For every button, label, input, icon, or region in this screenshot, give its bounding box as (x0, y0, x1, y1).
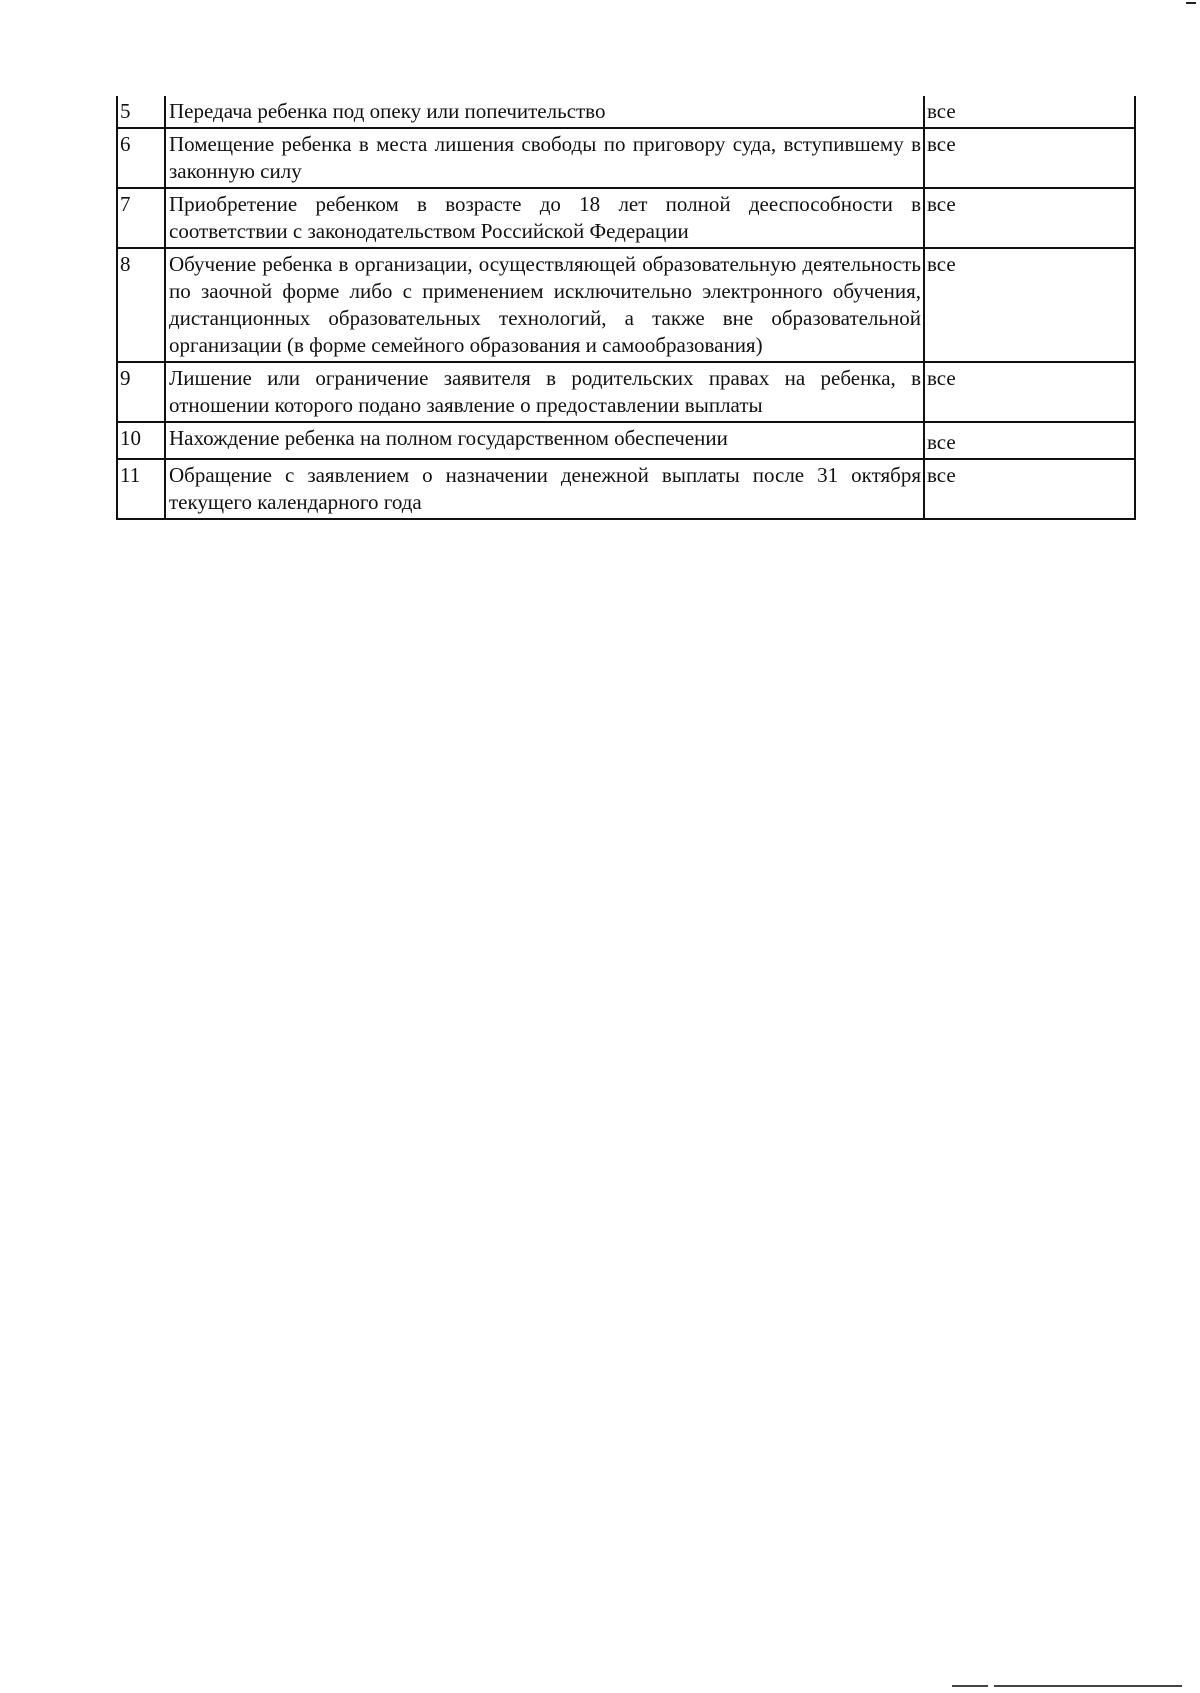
row-number: 11 (117, 459, 165, 519)
table-row (117, 96, 1135, 128)
row-description: Обращение с заявлением о назначении денежной выплаты после 31 октября текущего календарного года (165, 459, 924, 519)
table-row (117, 188, 1135, 248)
table-row (117, 422, 1135, 459)
row-description: Передача ребенка под опеку или попечительство (165, 96, 924, 128)
row-number: 8 (117, 248, 165, 362)
table-row (117, 362, 1135, 422)
row-applies-to: все (924, 362, 1135, 422)
table-row (117, 248, 1135, 362)
row-number: 6 (117, 128, 165, 188)
row-applies-to (924, 422, 1135, 459)
table-row (117, 459, 1135, 519)
row-applies-to-text: все (927, 430, 956, 454)
row-number: 5 (117, 96, 165, 128)
row-description: Обучение ребенка в организации, осуществляющей образовательную деятельность по заочной форме либо с применением исключительно электронного обучения, дистанционных образовательных технологий, а также вне образовательной организации (в форме семейного образования и самообразования) (165, 248, 924, 362)
row-applies-to: все (924, 248, 1135, 362)
row-description: Лишение или ограничение заявителя в родительских правах на ребенка, в отношении которого подано заявление о предоставлении выплаты (165, 362, 924, 422)
grounds-table (116, 96, 1136, 520)
row-description: Приобретение ребенком в возрасте до 18 лет полной дееспособности в соответствии с законодательством Российской Федерации (165, 188, 924, 248)
row-number: 9 (117, 362, 165, 422)
scan-footer-marks (952, 1685, 1182, 1687)
row-applies-to: все (924, 188, 1135, 248)
row-description: Помещение ребенка в места лишения свободы по приговору суда, вступившему в законную силу (165, 128, 924, 188)
row-description: Нахождение ребенка на полном государственном обеспечении (165, 422, 924, 459)
scan-corner-mark (1186, 2, 1196, 4)
row-number: 7 (117, 188, 165, 248)
row-applies-to: все (924, 96, 1135, 128)
scan-footer-mark (994, 1685, 1182, 1687)
scan-footer-mark (952, 1685, 988, 1687)
row-applies-to: все (924, 459, 1135, 519)
table-row (117, 128, 1135, 188)
row-number: 10 (117, 422, 165, 459)
row-applies-to: все (924, 128, 1135, 188)
